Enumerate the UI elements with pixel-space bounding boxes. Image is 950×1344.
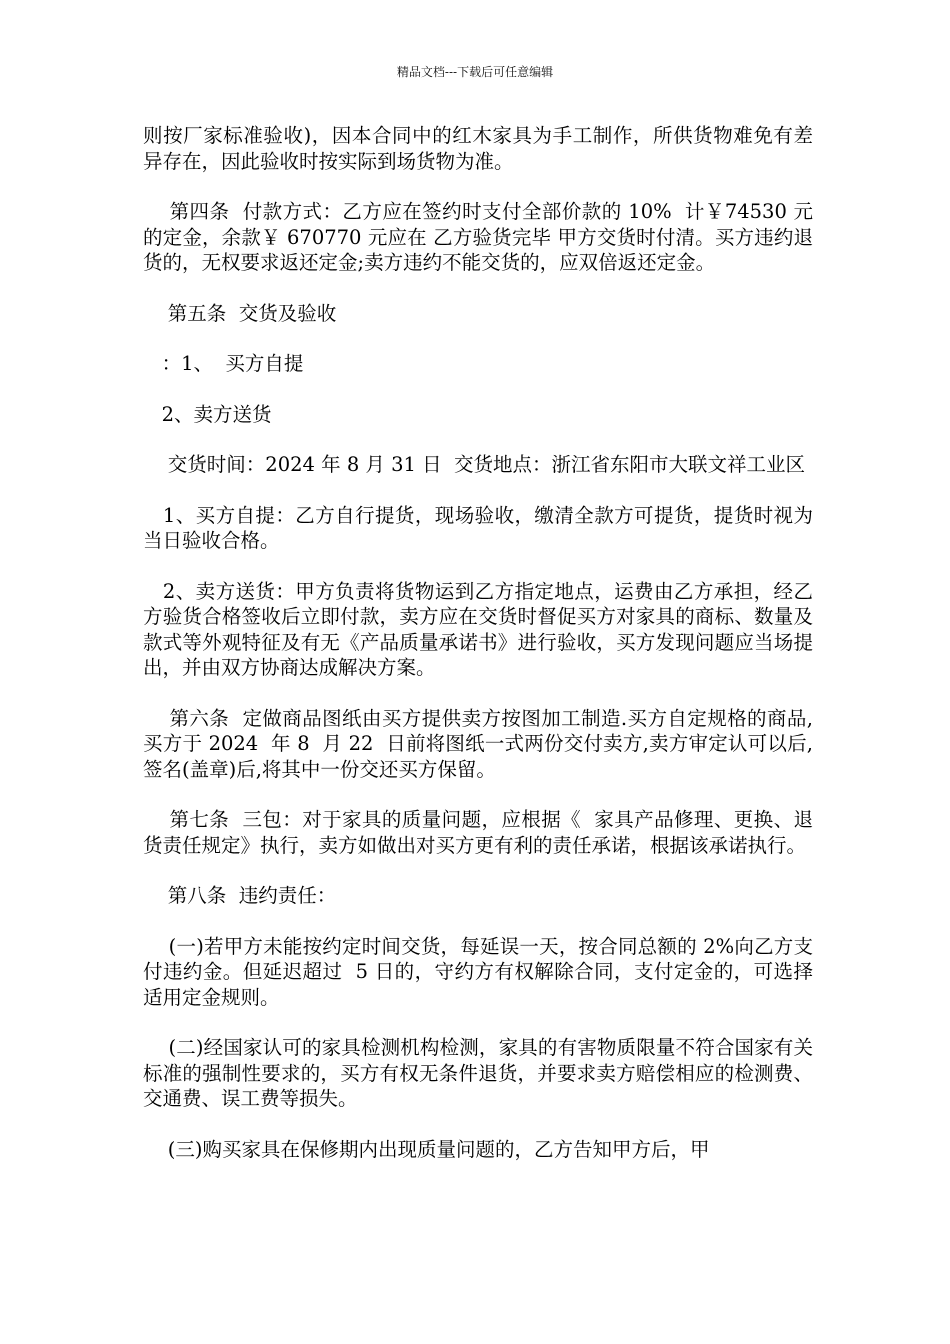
paragraph-article-5-heading: 第五条 交货及验收 [143,301,337,325]
paragraph-delivery-time-place: 交货时间：2024 年 8 月 31 日 交货地点：浙江省东阳市大联文祥工业区 [143,453,806,476]
paragraph-option-seller-delivery: 2、卖方送货 [143,402,272,426]
paragraph-buyer-pickup-terms: 1、买方自提：乙方自行提货，现场验收，缴清全款方可提货，提货时视为当日验收合格。 [143,503,813,552]
paragraph-article-4-payment: 第四条 付款方式：乙方应在签约时支付全部价款的 10% 计￥74530 元的定金，余款￥ 670770 元应在 乙方验货完毕 甲方交货时付清。买方违约退货的，无权要求返还定金;卖方违约不能交货的，应双倍返还定金。 [143,200,813,274]
paragraph-option-buyer-pickup: ：1、 买方自提 [143,352,304,375]
paragraph-liability-3: (三)购买家具在保修期内出现质量问题的，乙方告知甲方后，甲 [143,1137,710,1161]
paragraph-article-6-drawings: 第六条 定做商品图纸由买方提供卖方按图加工制造.买方自定规格的商品,买方于 2024 年 8 月 22 日前将图纸一式两份交付卖方,卖方审定认可以后,签名(盖章)后,将其中一份交还买方保留。 [143,706,813,781]
paragraph-article-7-warranty: 第七条 三包：对于家具的质量问题，应根据《 家具产品修理、更换、退货责任规定》执行，卖方如做出对买方更有利的责任承诺，根据该承诺执行。 [143,808,813,857]
paragraph-acceptance-note: 则按厂家标准验收)，因本合同中的红木家具为手工制作，所供货物难免有差异存在，因此验收时按实际到场货物为准。 [143,124,813,173]
document-body [143,123,813,1187]
paragraph-seller-delivery-terms: 2、卖方送货：甲方负责将货物运到乙方指定地点，运费由乙方承担，经乙方验货合格签收后立即付款，卖方应在交货时督促买方对家具的商标、数量及款式等外观特征及有无《产品质量承诺书》进行验收，买方发现问题应当场提出，并由双方协商达成解决方案。 [143,579,813,679]
paragraph-liability-2: (二)经国家认可的家具检测机构检测，家具的有害物质限量不符合国家有关标准的强制性要求的，买方有权无条件退货，并要求卖方赔偿相应的检测费、交通费、误工费等损失。 [143,1036,814,1110]
page-header: 精品文档---下载后可任意编辑 [396,65,554,79]
paragraph-liability-1: (一)若甲方未能按约定时间交货，每延误一天，按合同总额的 2%向乙方支付违约金。但延迟超过 5 日的，守约方有权解除合同，支付定金的，可选择适用定金规则。 [143,934,814,1009]
paragraph-article-8-heading: 第八条 违约责任： [143,884,337,907]
